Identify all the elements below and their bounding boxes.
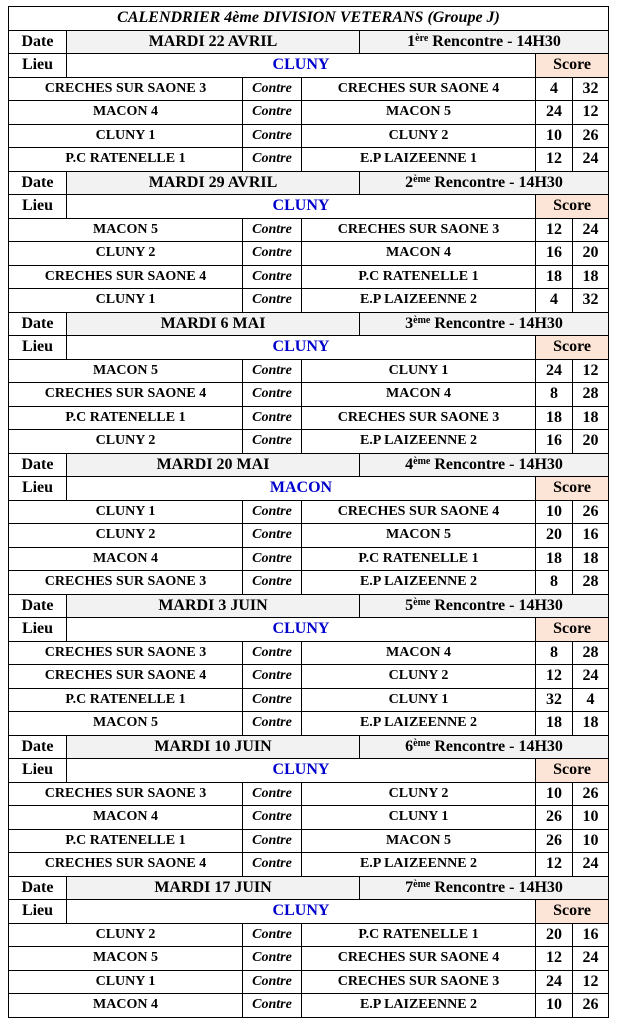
away-team: MACON 4	[302, 242, 536, 266]
away-score: 28	[573, 571, 609, 595]
score-header: Score	[536, 900, 609, 924]
meeting-time: Rencontre - 14H30	[434, 173, 563, 191]
home-team: CLUNY 1	[9, 289, 243, 313]
date-label: Date	[9, 453, 67, 477]
home-team: MACON 4	[9, 547, 243, 571]
home-score: 20	[536, 524, 573, 548]
away-score: 32	[573, 77, 609, 101]
versus-label: Contre	[243, 970, 302, 994]
round-date-row	[9, 876, 609, 900]
venue: CLUNY	[67, 900, 536, 924]
away-score: 18	[573, 712, 609, 736]
away-team: CRECHES SUR SAONE 4	[302, 947, 536, 971]
home-team: CRECHES SUR SAONE 3	[9, 782, 243, 806]
away-score: 18	[573, 547, 609, 571]
round-date: MARDI 22 AVRIL	[67, 30, 360, 54]
away-team: CRECHES SUR SAONE 3	[302, 970, 536, 994]
versus-label: Contre	[243, 571, 302, 595]
home-score: 10	[536, 994, 573, 1018]
home-score: 10	[536, 124, 573, 148]
away-team: E.P LAIZEENNE 2	[302, 853, 536, 877]
meeting-ordinal-number: 5	[405, 596, 414, 614]
versus-label: Contre	[243, 923, 302, 947]
meeting-time: Rencontre - 14H30	[434, 455, 563, 473]
venue: CLUNY	[67, 54, 536, 78]
away-score: 12	[573, 359, 609, 383]
date-label: Date	[9, 30, 67, 54]
home-score: 8	[536, 383, 573, 407]
match-row	[9, 571, 609, 595]
away-team: CLUNY 2	[302, 665, 536, 689]
date-label: Date	[9, 876, 67, 900]
home-score: 16	[536, 430, 573, 454]
away-score: 24	[573, 148, 609, 172]
away-team: E.P LAIZEENNE 2	[302, 571, 536, 595]
versus-label: Contre	[243, 359, 302, 383]
match-row	[9, 430, 609, 454]
home-team: CRECHES SUR SAONE 4	[9, 265, 243, 289]
page-title: CALENDRIER 4ème DIVISION VETERANS (Groupe J)	[9, 7, 609, 31]
match-row	[9, 688, 609, 712]
meeting-time: Rencontre - 14H30	[432, 32, 561, 50]
away-team: P.C RATENELLE 1	[302, 547, 536, 571]
away-score: 10	[573, 829, 609, 853]
meeting-ordinal-number: 6	[405, 737, 414, 755]
match-row	[9, 524, 609, 548]
round-date: MARDI 17 JUIN	[67, 876, 360, 900]
away-team: MACON 4	[302, 383, 536, 407]
round-venue-row	[9, 54, 609, 78]
versus-label: Contre	[243, 77, 302, 101]
away-score: 18	[573, 265, 609, 289]
home-team: CRECHES SUR SAONE 4	[9, 853, 243, 877]
home-score: 18	[536, 406, 573, 430]
home-score: 16	[536, 242, 573, 266]
venue: CLUNY	[67, 195, 536, 219]
away-score: 18	[573, 406, 609, 430]
date-label: Date	[9, 735, 67, 759]
match-row	[9, 359, 609, 383]
versus-label: Contre	[243, 853, 302, 877]
versus-label: Contre	[243, 829, 302, 853]
home-team: MACON 5	[9, 947, 243, 971]
round-date-row	[9, 453, 609, 477]
round-date-row	[9, 171, 609, 195]
match-row	[9, 148, 609, 172]
meeting-ordinal-suffix: ème	[413, 878, 431, 890]
match-row	[9, 124, 609, 148]
score-header: Score	[536, 336, 609, 360]
place-label: Lieu	[9, 759, 67, 783]
meeting-number	[360, 312, 609, 336]
home-team: CLUNY 2	[9, 242, 243, 266]
away-team: MACON 5	[302, 524, 536, 548]
away-score: 24	[573, 665, 609, 689]
title-row	[9, 7, 609, 31]
home-team: MACON 4	[9, 806, 243, 830]
away-team: CLUNY 1	[302, 359, 536, 383]
round-date: MARDI 3 JUIN	[67, 594, 360, 618]
away-team: E.P LAIZEENNE 2	[302, 289, 536, 313]
meeting-ordinal-suffix: ème	[413, 455, 431, 467]
home-team: CLUNY 1	[9, 500, 243, 524]
away-score: 4	[573, 688, 609, 712]
away-team: P.C RATENELLE 1	[302, 265, 536, 289]
meeting-number	[360, 735, 609, 759]
place-label: Lieu	[9, 54, 67, 78]
away-team: E.P LAIZEENNE 2	[302, 712, 536, 736]
away-score: 28	[573, 641, 609, 665]
home-score: 26	[536, 829, 573, 853]
home-score: 8	[536, 571, 573, 595]
home-score: 26	[536, 806, 573, 830]
venue: CLUNY	[67, 336, 536, 360]
home-team: CLUNY 1	[9, 124, 243, 148]
away-score: 26	[573, 500, 609, 524]
home-team: P.C RATENELLE 1	[9, 829, 243, 853]
versus-label: Contre	[243, 218, 302, 242]
home-score: 32	[536, 688, 573, 712]
home-team: CLUNY 2	[9, 923, 243, 947]
meeting-ordinal-suffix: ème	[413, 737, 431, 749]
home-team: CRECHES SUR SAONE 4	[9, 665, 243, 689]
away-score: 20	[573, 430, 609, 454]
round-venue-row	[9, 759, 609, 783]
versus-label: Contre	[243, 289, 302, 313]
score-header: Score	[536, 477, 609, 501]
home-team: CRECHES SUR SAONE 3	[9, 77, 243, 101]
versus-label: Contre	[243, 994, 302, 1018]
away-team: E.P LAIZEENNE 2	[302, 430, 536, 454]
meeting-number	[360, 594, 609, 618]
meeting-time: Rencontre - 14H30	[434, 596, 563, 614]
home-score: 4	[536, 289, 573, 313]
versus-label: Contre	[243, 406, 302, 430]
match-row	[9, 712, 609, 736]
versus-label: Contre	[243, 124, 302, 148]
match-row	[9, 923, 609, 947]
match-row	[9, 500, 609, 524]
home-score: 18	[536, 712, 573, 736]
score-header: Score	[536, 759, 609, 783]
versus-label: Contre	[243, 383, 302, 407]
round-date: MARDI 20 MAI	[67, 453, 360, 477]
home-team: MACON 5	[9, 359, 243, 383]
round-date: MARDI 10 JUIN	[67, 735, 360, 759]
home-team: MACON 5	[9, 712, 243, 736]
home-team: P.C RATENELLE 1	[9, 406, 243, 430]
away-score: 26	[573, 994, 609, 1018]
venue: CLUNY	[67, 759, 536, 783]
match-row	[9, 853, 609, 877]
meeting-ordinal-number: 3	[405, 314, 414, 332]
date-label: Date	[9, 312, 67, 336]
versus-label: Contre	[243, 688, 302, 712]
away-team: CLUNY 2	[302, 782, 536, 806]
place-label: Lieu	[9, 195, 67, 219]
match-row	[9, 289, 609, 313]
away-score: 24	[573, 853, 609, 877]
away-score: 12	[573, 101, 609, 125]
away-team: P.C RATENELLE 1	[302, 923, 536, 947]
score-header: Score	[536, 618, 609, 642]
versus-label: Contre	[243, 430, 302, 454]
match-row	[9, 265, 609, 289]
match-row	[9, 970, 609, 994]
match-row	[9, 782, 609, 806]
meeting-ordinal-number: 4	[405, 455, 414, 473]
home-score: 8	[536, 641, 573, 665]
meeting-ordinal-suffix: ème	[413, 173, 431, 185]
round-venue-row	[9, 900, 609, 924]
away-score: 24	[573, 947, 609, 971]
venue: CLUNY	[67, 618, 536, 642]
away-score: 26	[573, 124, 609, 148]
meeting-number	[360, 453, 609, 477]
place-label: Lieu	[9, 336, 67, 360]
meeting-ordinal-number: 2	[405, 173, 414, 191]
match-row	[9, 829, 609, 853]
place-label: Lieu	[9, 618, 67, 642]
home-team: MACON 5	[9, 218, 243, 242]
versus-label: Contre	[243, 947, 302, 971]
meeting-ordinal-number: 7	[405, 878, 414, 896]
meeting-time: Rencontre - 14H30	[434, 314, 563, 332]
round-date-row	[9, 30, 609, 54]
date-label: Date	[9, 171, 67, 195]
home-score: 18	[536, 547, 573, 571]
place-label: Lieu	[9, 477, 67, 501]
home-score: 24	[536, 101, 573, 125]
meeting-ordinal-number: 1	[407, 32, 416, 50]
home-score: 12	[536, 947, 573, 971]
score-header: Score	[536, 54, 609, 78]
match-row	[9, 641, 609, 665]
away-team: CLUNY 1	[302, 806, 536, 830]
match-row	[9, 77, 609, 101]
round-date: MARDI 29 AVRIL	[67, 171, 360, 195]
meeting-ordinal-suffix: ème	[413, 314, 431, 326]
versus-label: Contre	[243, 547, 302, 571]
home-score: 12	[536, 853, 573, 877]
match-row	[9, 101, 609, 125]
home-team: CLUNY 2	[9, 524, 243, 548]
match-row	[9, 383, 609, 407]
meeting-time: Rencontre - 14H30	[434, 737, 563, 755]
versus-label: Contre	[243, 712, 302, 736]
away-team: E.P LAIZEENNE 2	[302, 994, 536, 1018]
away-score: 12	[573, 970, 609, 994]
match-row	[9, 218, 609, 242]
away-score: 10	[573, 806, 609, 830]
round-venue-row	[9, 618, 609, 642]
home-score: 18	[536, 265, 573, 289]
meeting-number	[360, 30, 609, 54]
home-score: 10	[536, 500, 573, 524]
schedule-table	[8, 6, 609, 1018]
score-header: Score	[536, 195, 609, 219]
venue: MACON	[67, 477, 536, 501]
meeting-ordinal-suffix: ère	[415, 32, 429, 44]
round-venue-row	[9, 336, 609, 360]
home-team: P.C RATENELLE 1	[9, 148, 243, 172]
away-team: CRECHES SUR SAONE 3	[302, 218, 536, 242]
round-date-row	[9, 735, 609, 759]
away-score: 28	[573, 383, 609, 407]
meeting-ordinal-suffix: ème	[413, 596, 431, 608]
versus-label: Contre	[243, 782, 302, 806]
home-score: 12	[536, 218, 573, 242]
away-team: MACON 5	[302, 101, 536, 125]
home-score: 10	[536, 782, 573, 806]
versus-label: Contre	[243, 806, 302, 830]
versus-label: Contre	[243, 524, 302, 548]
away-score: 20	[573, 242, 609, 266]
versus-label: Contre	[243, 665, 302, 689]
away-team: MACON 4	[302, 641, 536, 665]
date-label: Date	[9, 594, 67, 618]
round-venue-row	[9, 477, 609, 501]
home-team: CRECHES SUR SAONE 3	[9, 641, 243, 665]
home-score: 12	[536, 148, 573, 172]
round-date-row	[9, 312, 609, 336]
match-row	[9, 806, 609, 830]
away-team: MACON 5	[302, 829, 536, 853]
away-team: CRECHES SUR SAONE 4	[302, 77, 536, 101]
match-row	[9, 994, 609, 1018]
versus-label: Contre	[243, 101, 302, 125]
home-team: CLUNY 2	[9, 430, 243, 454]
match-row	[9, 665, 609, 689]
round-date: MARDI 6 MAI	[67, 312, 360, 336]
home-score: 24	[536, 970, 573, 994]
away-team: E.P LAIZEENNE 1	[302, 148, 536, 172]
meeting-number	[360, 876, 609, 900]
away-team: CRECHES SUR SAONE 3	[302, 406, 536, 430]
home-team: CRECHES SUR SAONE 4	[9, 383, 243, 407]
versus-label: Contre	[243, 265, 302, 289]
match-row	[9, 242, 609, 266]
home-score: 24	[536, 359, 573, 383]
home-team: P.C RATENELLE 1	[9, 688, 243, 712]
versus-label: Contre	[243, 242, 302, 266]
versus-label: Contre	[243, 148, 302, 172]
away-team: CRECHES SUR SAONE 4	[302, 500, 536, 524]
home-score: 20	[536, 923, 573, 947]
round-venue-row	[9, 195, 609, 219]
meeting-time: Rencontre - 14H30	[434, 878, 563, 896]
home-score: 12	[536, 665, 573, 689]
away-score: 26	[573, 782, 609, 806]
place-label: Lieu	[9, 900, 67, 924]
round-date-row	[9, 594, 609, 618]
home-team: MACON 4	[9, 994, 243, 1018]
home-team: CRECHES SUR SAONE 3	[9, 571, 243, 595]
away-score: 24	[573, 218, 609, 242]
match-row	[9, 547, 609, 571]
home-score: 4	[536, 77, 573, 101]
match-row	[9, 947, 609, 971]
meeting-number	[360, 171, 609, 195]
away-score: 16	[573, 524, 609, 548]
away-score: 32	[573, 289, 609, 313]
versus-label: Contre	[243, 500, 302, 524]
away-score: 16	[573, 923, 609, 947]
home-team: CLUNY 1	[9, 970, 243, 994]
away-team: CLUNY 2	[302, 124, 536, 148]
match-row	[9, 406, 609, 430]
versus-label: Contre	[243, 641, 302, 665]
away-team: CLUNY 1	[302, 688, 536, 712]
home-team: MACON 4	[9, 101, 243, 125]
